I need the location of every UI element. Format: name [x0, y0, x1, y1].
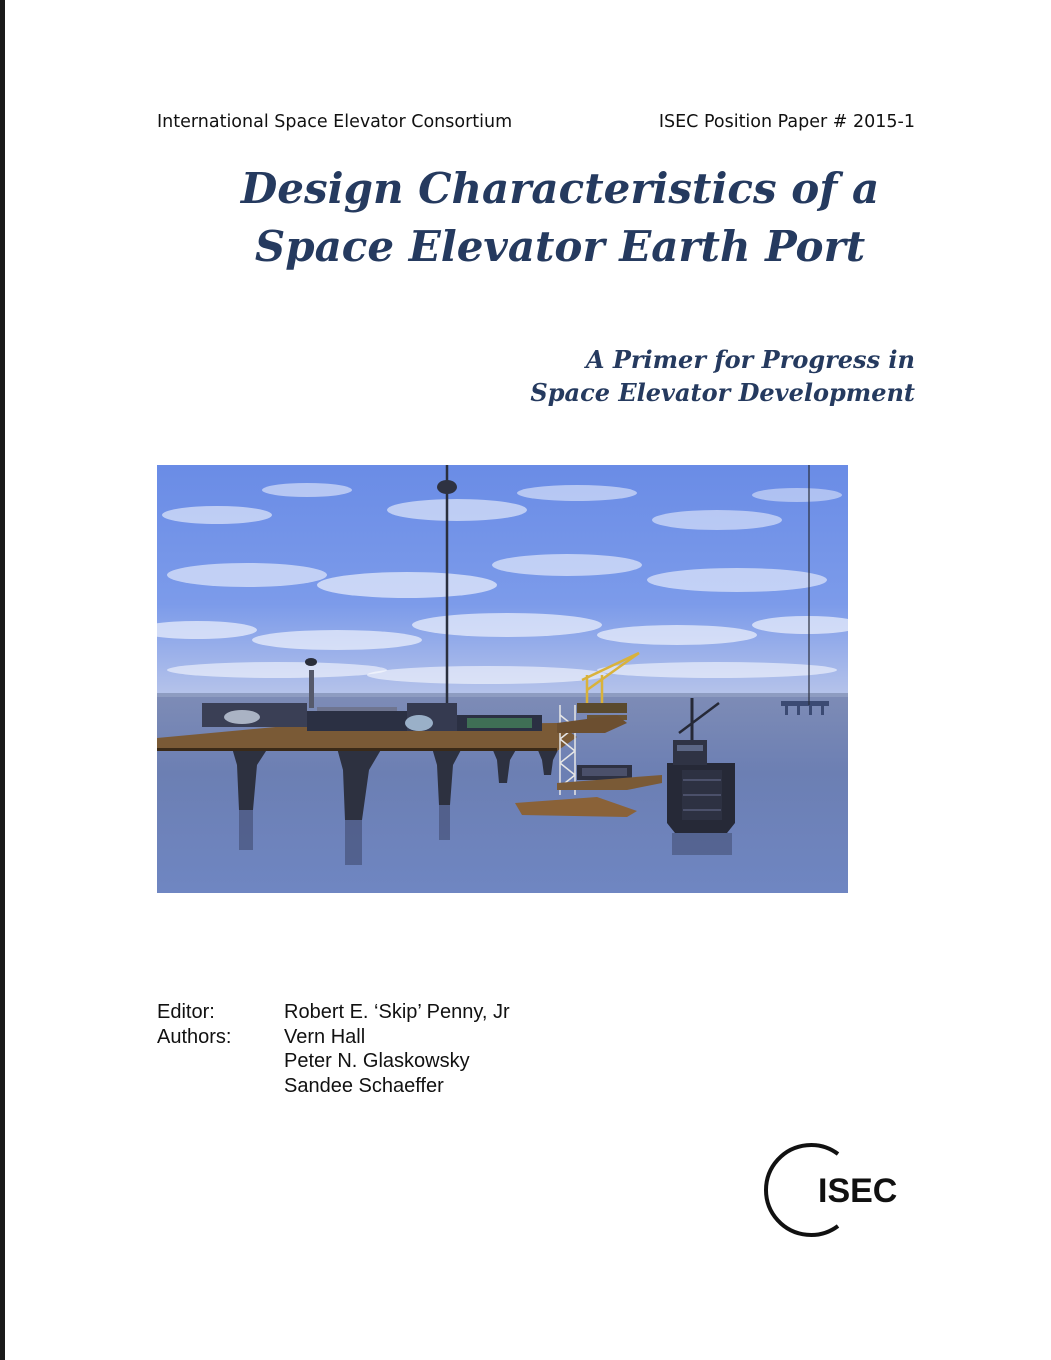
subtitle-line-2: Space Elevator Development	[530, 378, 915, 407]
climber	[437, 480, 457, 494]
earth-port-illustration	[157, 465, 848, 893]
header-organization: International Space Elevator Consortium	[157, 112, 513, 132]
document-subtitle	[530, 343, 915, 409]
editor-label: Editor:	[157, 1001, 215, 1023]
subtitle-line-1: A Primer for Progress in	[585, 345, 915, 374]
author-name: Vern Hall	[284, 1025, 366, 1048]
author-name: Sandee Schaeffer	[284, 1074, 444, 1097]
editor-name: Robert E. ‘Skip’ Penny, Jr	[284, 1001, 510, 1023]
authors-label: Authors:	[157, 1025, 232, 1048]
isec-logo-mark	[750, 1140, 910, 1240]
title-line-2: Space Elevator Earth Port	[254, 222, 866, 271]
authors-row	[157, 1025, 510, 1099]
header-paper-id: ISEC Position Paper # 2015-1	[658, 112, 915, 132]
isec-logo	[750, 1140, 910, 1240]
author-name: Peter N. Glaskowsky	[284, 1050, 470, 1072]
document-title	[150, 160, 970, 276]
isec-logo-text: ISEC	[818, 1172, 898, 1210]
editor-row	[157, 1000, 510, 1025]
page-edge	[0, 0, 5, 1360]
title-line-1: Design Characteristics of a	[240, 164, 880, 213]
earth-port-render	[157, 465, 848, 893]
credits-block	[157, 1000, 510, 1098]
authors-list	[284, 1025, 470, 1099]
